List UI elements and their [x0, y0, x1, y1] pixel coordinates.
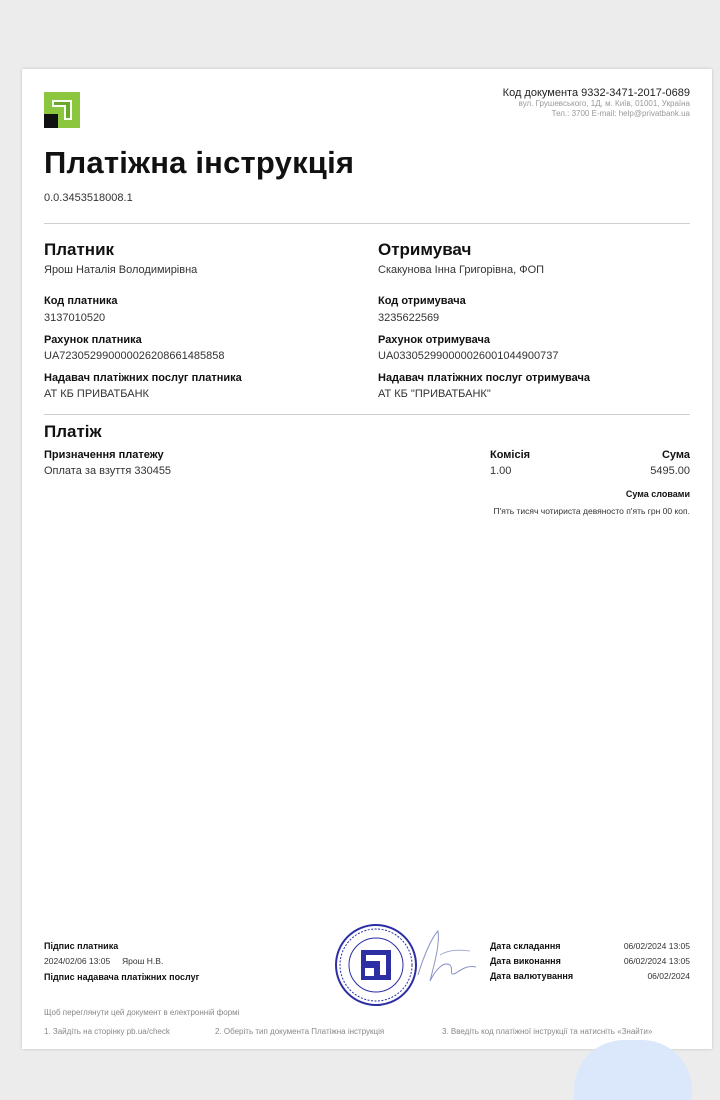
amount-value: 5495.00: [650, 465, 690, 477]
recipient-bank-label: Надавач платіжних послуг отримувача: [378, 372, 590, 384]
created-date-label: Дата складання: [490, 941, 561, 951]
amount-words: П'ять тисяч чотириста девяносто п'ять грн 00 коп.: [493, 506, 690, 516]
payer-account: UA723052990000026208661485858: [44, 350, 225, 362]
payer-code: 3137010520: [44, 312, 106, 324]
handwritten-signature: [410, 925, 482, 987]
payer-bank: АТ КБ ПРИВАТБАНК: [44, 388, 149, 400]
document-page: [22, 69, 712, 1049]
footer-step-1: 1. Зайдіть на сторінку pb.ua/check: [44, 1027, 170, 1036]
bank-contacts: Тел.: 3700 E-mail: help@privatbank.ua: [551, 109, 690, 118]
floating-widget[interactable]: [574, 1040, 692, 1100]
created-date: 06/02/2024 13:05: [623, 941, 690, 951]
value-date: 06/02/2024: [647, 971, 690, 981]
payer-sign-date: 2024/02/06 13:05: [44, 956, 111, 966]
recipient-account: UA033052990000026001044900737: [378, 350, 559, 362]
recipient-account-label: Рахунок отримувача: [378, 334, 490, 346]
amount-label: Сума: [661, 449, 690, 461]
divider: [44, 414, 690, 415]
header-info: [503, 87, 690, 119]
bank-address: вул. Грушевського, 1Д, м. Київ, 01001, Україна: [518, 99, 690, 108]
payer-sign-name: Ярош Н.В.: [122, 956, 164, 966]
footer-step-3: 3. Введіть код платіжної інструкції та натисніть «Знайти»: [442, 1027, 653, 1036]
document-code: Код документа 9332-3471-2017-0689: [502, 87, 690, 99]
recipient-heading: Отримувач: [378, 240, 472, 259]
commission-value: 1.00: [490, 465, 512, 477]
recipient-bank: АТ КБ "ПРИВАТБАНК": [378, 388, 491, 400]
divider: [44, 223, 690, 224]
payer-heading: Платник: [44, 240, 115, 259]
payer-bank-label: Надавач платіжних послуг платника: [44, 372, 242, 384]
provider-sign-label: Підпис надавача платіжних послуг: [44, 972, 200, 982]
executed-date-label: Дата виконання: [490, 956, 561, 966]
commission-label: Комісія: [490, 449, 531, 461]
payer-name: Ярош Наталія Володимирівна: [44, 264, 198, 276]
payer-sign-label: Підпис платника: [44, 941, 119, 951]
recipient-code-label: Код отримувача: [378, 295, 466, 307]
payer-account-label: Рахунок платника: [44, 334, 142, 346]
purpose-value: Оплата за взуття 330455: [44, 465, 172, 477]
amount-words-label: Сума словами: [625, 489, 690, 499]
executed-date: 06/02/2024 13:05: [623, 956, 690, 966]
privatbank-logo: [44, 92, 80, 128]
value-date-label: Дата валютування: [490, 971, 574, 981]
footer-step-2: 2. Оберіть тип документа Платіжна інструкція: [215, 1027, 385, 1036]
bank-stamp: [334, 923, 418, 1007]
document-number: 0.0.3453518008.1: [44, 192, 133, 204]
recipient-code: 3235622569: [378, 312, 440, 324]
payer-code-label: Код платника: [44, 295, 118, 307]
purpose-label: Призначення платежу: [44, 449, 164, 461]
footer-intro: Щоб переглянути цей документ в електронній формі: [44, 1008, 240, 1017]
recipient-name: Скакунова Інна Григорівна, ФОП: [378, 264, 545, 276]
page-title: Платіжна інструкція: [44, 145, 355, 180]
payment-heading: Платіж: [44, 422, 102, 441]
